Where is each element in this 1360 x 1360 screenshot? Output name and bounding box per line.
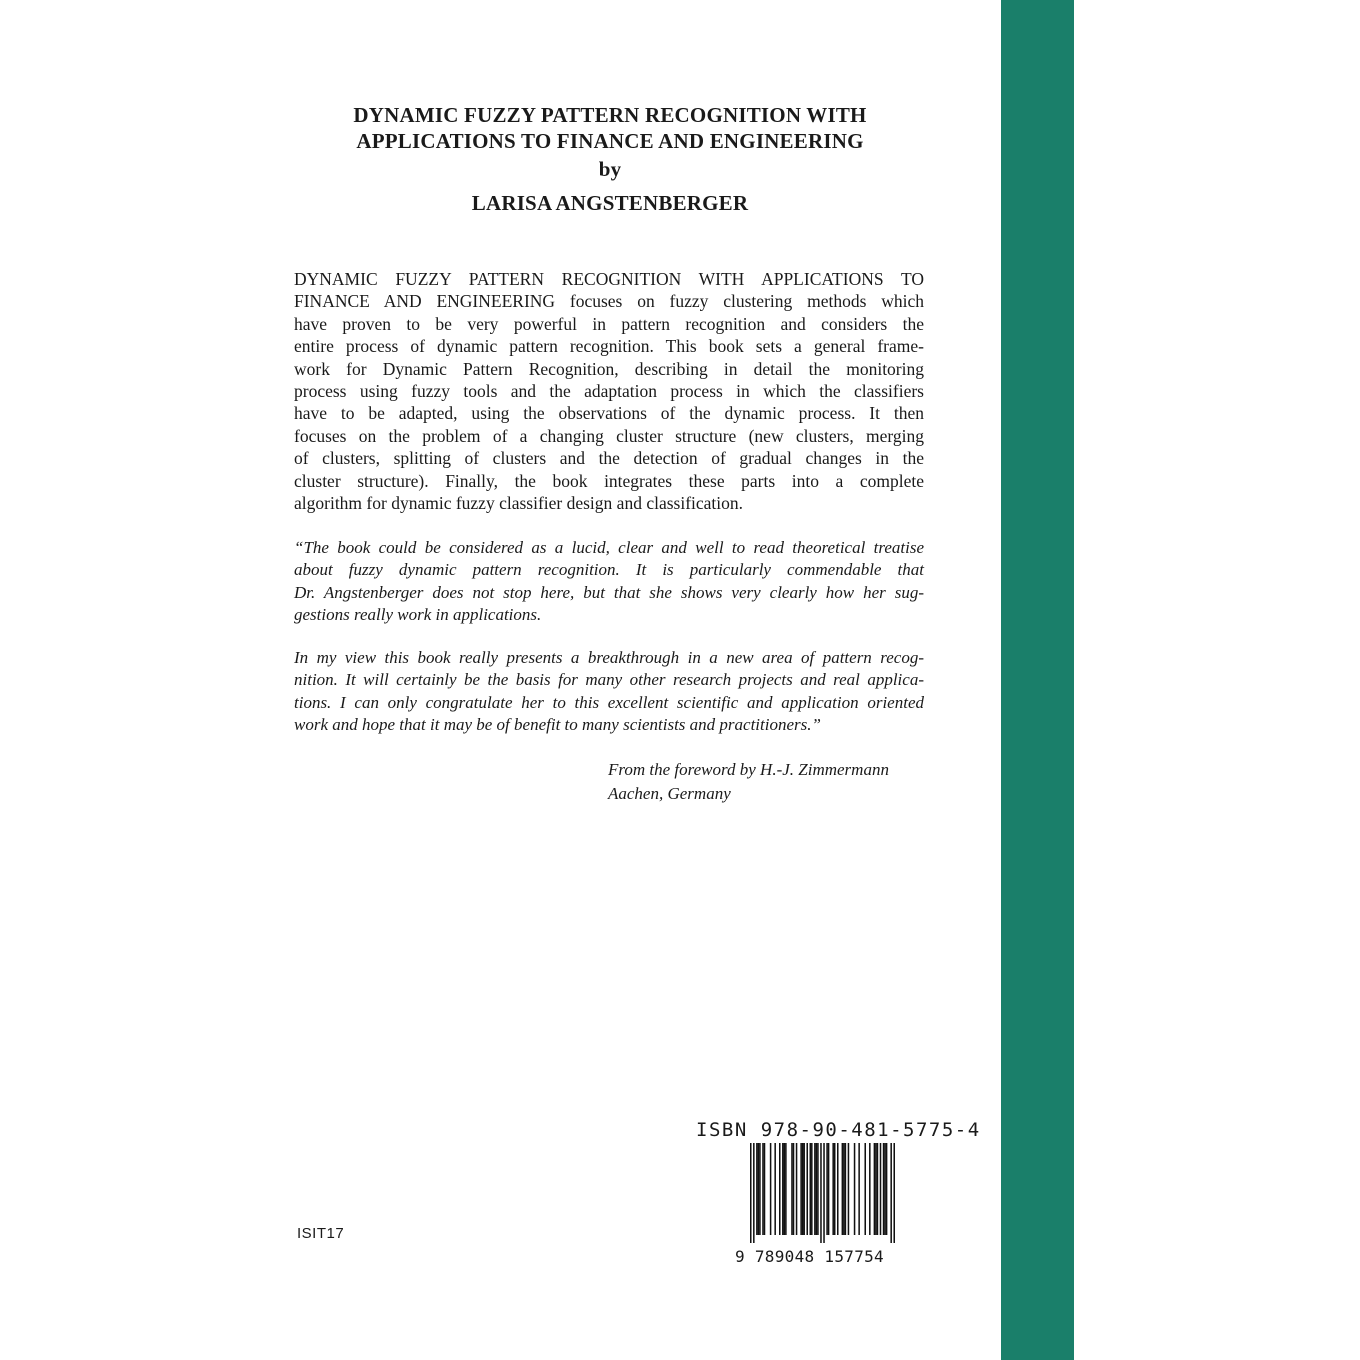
- barcode-bar: [785, 1143, 787, 1235]
- barcode-bar: [834, 1143, 836, 1235]
- barcode-bar: [803, 1143, 805, 1235]
- barcode-bar: [820, 1143, 822, 1243]
- barcode-bar: [782, 1143, 784, 1235]
- cover-spine-stripe: [1001, 0, 1074, 1360]
- barcode-bar: [811, 1143, 813, 1235]
- barcode-bar: [756, 1143, 758, 1235]
- barcode-bar: [832, 1143, 834, 1235]
- quote-line: work and hope that it may be of benefit to many scientists and practitioners.”: [294, 715, 821, 735]
- barcode-bar: [793, 1143, 795, 1235]
- barcode-bar: [828, 1143, 830, 1235]
- description-line: have proven to be very powerful in pattern recognition and considers the: [294, 313, 924, 334]
- barcode-bar: [774, 1143, 776, 1235]
- quote-line: In my view this book really presents a breakthrough in a new area of pattern recog-: [294, 648, 924, 667]
- book-title-line-1: DYNAMIC FUZZY PATTERN RECOGNITION WITH: [353, 103, 867, 127]
- barcode-bar: [814, 1143, 816, 1235]
- barcode-bar: [845, 1143, 847, 1235]
- barcode-bar: [816, 1143, 818, 1235]
- barcode-bar: [864, 1143, 866, 1235]
- description-line: DYNAMIC FUZZY PATTERN RECOGNITION WITH APPLICATIONS TO: [294, 269, 924, 289]
- by-label: by: [598, 157, 622, 181]
- barcode-bar: [758, 1143, 760, 1235]
- quote-attribution: [608, 758, 889, 806]
- quote-line: gestions really work in applications.: [294, 605, 542, 625]
- description-line: FINANCE AND ENGINEERING focuses on fuzzy clustering methods which: [294, 291, 924, 312]
- quote-line: “The book could be considered as a lucid, clear and well to read theoretical treatise: [294, 538, 924, 557]
- barcode-bar: [806, 1143, 808, 1235]
- barcode-bar: [750, 1143, 752, 1243]
- review-quote-paragraph-2: [294, 647, 924, 737]
- barcode-bar: [893, 1143, 895, 1243]
- description-line: of clusters, splitting of clusters and the detection of gradual changes in the: [294, 448, 924, 469]
- barcode-bar: [875, 1143, 877, 1235]
- barcode-bar: [842, 1143, 844, 1235]
- isbn-label: ISBN 978-90-481-5775-4: [696, 1119, 981, 1141]
- author-name: LARISA ANGSTENBERGER: [471, 191, 749, 215]
- quote-line: tions. I can only congratulate her to this excellent scientific and application oriented: [294, 692, 924, 712]
- barcode-bar: [890, 1143, 892, 1243]
- barcode-bar: [802, 1143, 804, 1235]
- description-line: cluster structure). Finally, the book integrates these parts into a complete: [294, 470, 924, 491]
- barcode-bar: [848, 1143, 850, 1235]
- description-line: work for Dynamic Pattern Recognition, describing in detail the monitoring: [294, 358, 924, 379]
- book-title-line-2: APPLICATIONS TO FINANCE AND ENGINEERING: [356, 129, 864, 153]
- series-code: ISIT17: [297, 1225, 345, 1242]
- description-line: algorithm for dynamic fuzzy classifier design and classification.: [294, 493, 744, 514]
- barcode-bar: [817, 1143, 819, 1235]
- description-line: process using fuzzy tools and the adaptation process in which the classifiers: [294, 381, 924, 402]
- barcode-bar: [779, 1143, 781, 1235]
- description-line: focuses on the problem of a changing cluster structure (new clusters, merging: [294, 425, 924, 446]
- barcode-bar: [858, 1143, 860, 1235]
- barcode-bar: [762, 1143, 764, 1235]
- quote-line: Dr. Angstenberger does not stop here, but that she shows very clearly how her sug-: [294, 582, 924, 602]
- barcode-bar: [869, 1143, 871, 1235]
- barcode-bar: [791, 1143, 793, 1235]
- barcode: [735, 1143, 895, 1267]
- barcode-bar: [759, 1143, 761, 1235]
- barcode-bar: [843, 1143, 845, 1235]
- barcode-bar: [880, 1143, 882, 1235]
- barcode-bar: [753, 1143, 755, 1243]
- attribution-source: From the foreword by H.-J. Zimmermann: [608, 760, 889, 779]
- barcode-bar: [764, 1143, 766, 1235]
- quote-line: nition. It will certainly be the basis for many other research projects and real applica-: [294, 670, 924, 690]
- attribution-location: Aachen, Germany: [608, 784, 731, 803]
- barcode-bars: [750, 1143, 895, 1243]
- description-line: have to be adapted, using the observations of the dynamic process. It then: [294, 403, 924, 424]
- barcode-bar: [884, 1143, 886, 1235]
- barcode-bar: [883, 1143, 885, 1235]
- barcode-bar: [886, 1143, 888, 1235]
- barcode-bar: [877, 1143, 879, 1235]
- description-line: entire process of dynamic pattern recognition. This book sets a general frame-: [294, 336, 924, 357]
- barcode-bar: [796, 1143, 798, 1235]
- barcode-digits: 9 789048 157754: [735, 1247, 884, 1266]
- book-description: [294, 268, 924, 514]
- barcode-bar: [770, 1143, 772, 1235]
- barcode-bar: [826, 1143, 828, 1235]
- barcode-bar: [854, 1143, 856, 1235]
- barcode-bar: [823, 1143, 825, 1243]
- review-quote-paragraph-1: [294, 537, 924, 627]
- barcode-bar: [784, 1143, 786, 1235]
- barcode-bar: [800, 1143, 802, 1235]
- barcode-bar: [810, 1143, 812, 1235]
- barcode-bar: [837, 1143, 839, 1235]
- quote-line: about fuzzy dynamic pattern recognition. It is particularly commendable that: [294, 560, 924, 580]
- barcode-bar: [874, 1143, 876, 1235]
- title-block: [260, 102, 960, 216]
